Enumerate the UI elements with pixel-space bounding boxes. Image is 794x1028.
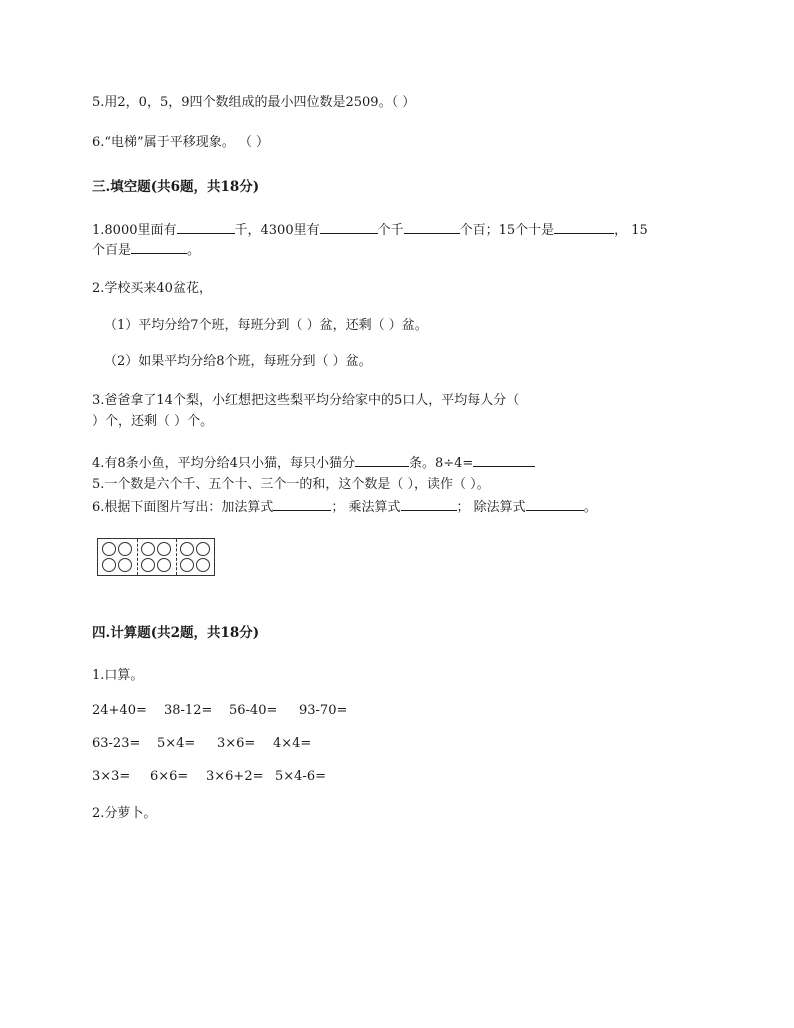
- fill-question-2-sub-1: （1）平均分给7个班，每班分到（ ）盆，还剩（ ）盆。: [104, 318, 428, 333]
- calc-question-1-title: 1.口算。: [92, 668, 144, 683]
- calc-item: 5×4=: [157, 736, 196, 751]
- calc-item: 93-70=: [299, 703, 348, 718]
- calc-item: 6×6=: [150, 769, 189, 784]
- circle-icon: [141, 558, 155, 572]
- circle-icon: [102, 558, 116, 572]
- answer-blank[interactable]: [404, 221, 460, 234]
- fill-q1-text-c: 个千: [377, 223, 404, 238]
- fill-q1-text-e: ， 15: [614, 223, 648, 238]
- calc-item: 5×4-6=: [275, 769, 326, 784]
- fill-question-2-sub-2: （2）如果平均分给8个班，每班分到（ ）盆。: [104, 354, 372, 369]
- calc-item: 56-40=: [229, 703, 278, 718]
- circle-icon: [102, 542, 116, 556]
- answer-blank[interactable]: [273, 498, 331, 511]
- fill-question-3-line-2: ）个，还剩（ ）个。: [92, 414, 214, 429]
- calc-item: 24+40=: [92, 703, 147, 718]
- fill-q1-text-a: 1.8000里面有: [92, 223, 177, 238]
- fill-q6-text-a: 6.根据下面图片写出：加法算式: [92, 500, 274, 515]
- fill-question-1-line-2: [92, 241, 200, 260]
- section-heading-calc: 四.计算题(共2题，共18分): [92, 625, 260, 641]
- answer-blank[interactable]: [473, 454, 535, 467]
- fill-q4-text-b: 条。8÷4=: [408, 456, 474, 471]
- answer-blank[interactable]: [177, 221, 235, 234]
- answer-blank[interactable]: [355, 454, 409, 467]
- fill-q6-text-b: ； 乘法算式: [331, 500, 401, 515]
- fill-question-4: [92, 454, 535, 473]
- fill-question-3-line-1: 3.爸爸拿了14个梨，小红想把这些梨平均分给家中的5口人，平均每人分（: [92, 393, 520, 408]
- circle-icon: [180, 558, 194, 572]
- answer-blank[interactable]: [526, 498, 584, 511]
- calc-item: 38-12=: [164, 703, 213, 718]
- calc-item: 4×4=: [273, 736, 312, 751]
- calc-question-2-title: 2.分萝卜。: [92, 806, 157, 821]
- group-divider: [137, 539, 138, 575]
- fill-q1-text-g: 。: [187, 243, 201, 258]
- fill-question-1-line-1: [92, 221, 648, 240]
- circle-groups-picture: [97, 538, 215, 576]
- fill-q6-text-c: ； 除法算式: [456, 500, 526, 515]
- circle-icon: [196, 542, 210, 556]
- fill-q1-text-b: 千，4300里有: [234, 223, 320, 238]
- circle-icon: [180, 542, 194, 556]
- fill-question-6: [92, 498, 597, 517]
- circle-icon: [118, 542, 132, 556]
- judge-question-5: 5.用2，0，5，9四个数组成的最小四位数是2509。（ ）: [92, 95, 416, 110]
- fill-q6-text-d: 。: [583, 500, 597, 515]
- fill-q1-text-d: 个百；15个十是: [459, 223, 555, 238]
- answer-blank[interactable]: [401, 498, 457, 511]
- calc-item: 63-23=: [92, 736, 141, 751]
- answer-blank[interactable]: [554, 221, 614, 234]
- answer-blank[interactable]: [320, 221, 378, 234]
- section-heading-fill: 三.填空题(共6题，共18分): [92, 179, 260, 195]
- group-divider: [176, 539, 177, 575]
- calc-item: 3×6=: [217, 736, 256, 751]
- answer-blank[interactable]: [131, 241, 187, 254]
- fill-question-5: 5.一个数是六个千、五个十、三个一的和，这个数是（ ），读作（ ）。: [92, 477, 490, 492]
- circle-icon: [118, 558, 132, 572]
- fill-question-2-stem: 2.学校买来40盆花，: [92, 281, 212, 296]
- judge-question-6: 6.“电梯”属于平移现象。 （ ）: [92, 135, 269, 150]
- calc-item: 3×3=: [92, 769, 131, 784]
- calc-item: 3×6+2=: [206, 769, 264, 784]
- fill-q1-text-f: 个百是: [92, 243, 132, 258]
- circle-icon: [141, 542, 155, 556]
- circle-icon: [196, 558, 210, 572]
- circle-icon: [157, 558, 171, 572]
- circle-icon: [157, 542, 171, 556]
- fill-q4-text-a: 4.有8条小鱼，平均分给4只小猫，每只小猫分: [92, 456, 355, 471]
